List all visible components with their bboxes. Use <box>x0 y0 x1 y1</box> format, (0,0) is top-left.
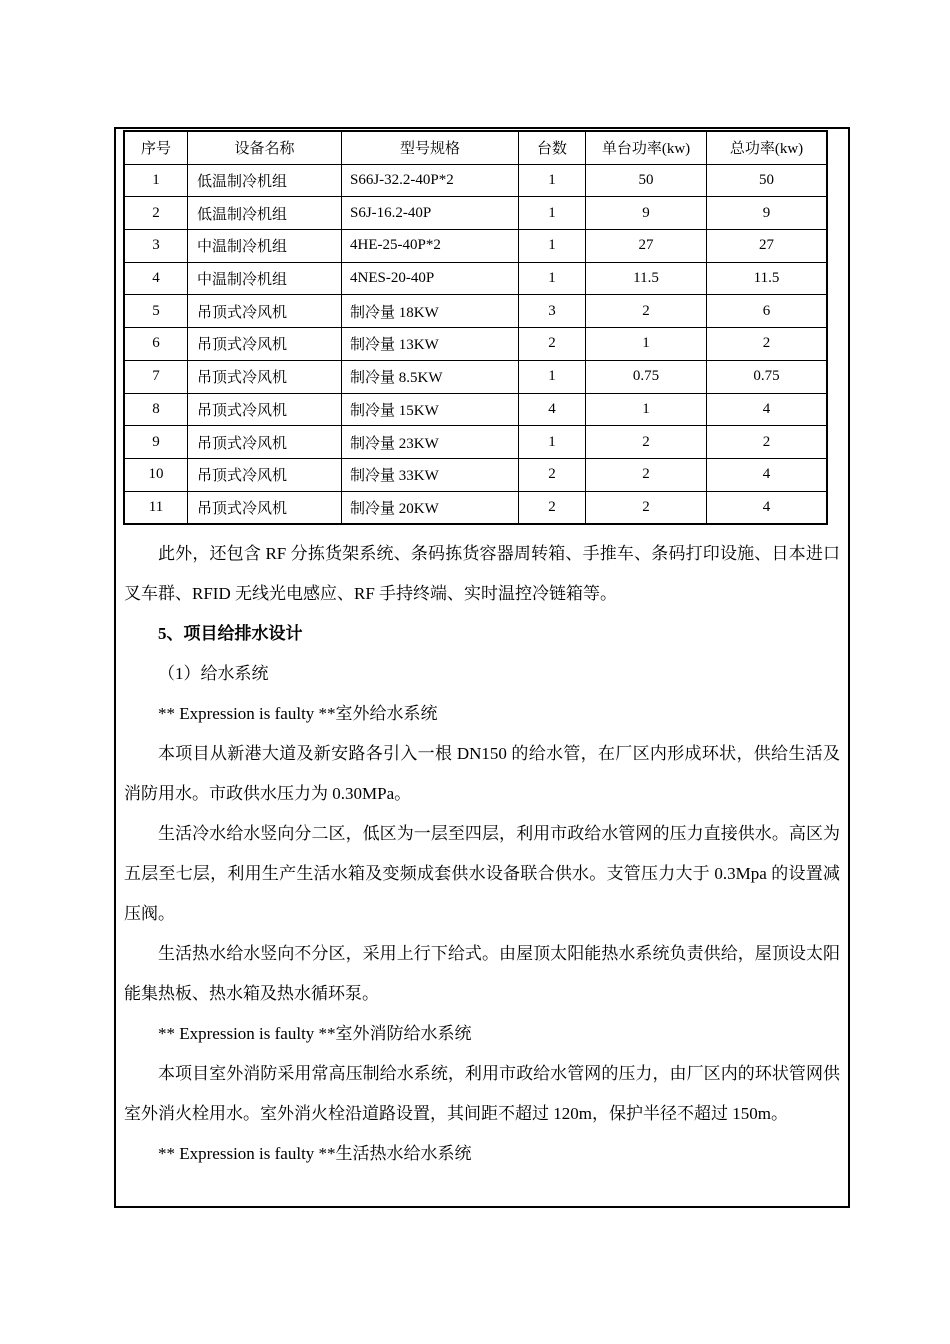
table-cell: 1 <box>586 328 707 361</box>
table-row <box>124 164 827 197</box>
paragraph: ** Expression is faulty **室外给水系统 <box>158 704 438 723</box>
table-cell: 吊顶式冷风机 <box>188 295 342 328</box>
table-cell: S6J-16.2-40P <box>342 197 519 230</box>
table-cell: 6 <box>707 295 828 328</box>
table-cell: 2 <box>586 426 707 459</box>
table-cell: 4 <box>707 458 828 491</box>
table-cell: 11.5 <box>707 262 828 295</box>
table-cell: 吊顶式冷风机 <box>188 360 342 393</box>
paragraph: 本项目从新港大道及新安路各引入一根 DN150 的给水管，在厂区内形成环状，供给生活及消防用水。市政供水压力为 0.30MPa。 <box>124 744 840 803</box>
table-cell: 50 <box>586 164 707 197</box>
paragraph: 此外，还包含 RF 分拣货架系统、条码拣货容器周转箱、手推车、条码打印设施、日本进口叉车群、RFID 无线光电感应、RF 手持终端、实时温控冷链箱等。 <box>124 544 840 603</box>
table-cell: 0.75 <box>707 360 828 393</box>
table-cell: 9 <box>707 197 828 230</box>
table-row <box>124 295 827 328</box>
table-cell: 2 <box>707 426 828 459</box>
table-cell: 6 <box>124 328 188 361</box>
table-row <box>124 262 827 295</box>
table-cell: 2 <box>707 328 828 361</box>
table-header-row <box>124 131 827 164</box>
table-cell: 2 <box>519 328 586 361</box>
table-row <box>124 360 827 393</box>
table-cell: 制冷量 13KW <box>342 328 519 361</box>
table-cell: 3 <box>519 295 586 328</box>
table-cell: 1 <box>519 426 586 459</box>
table-cell: 吊顶式冷风机 <box>188 393 342 426</box>
table-cell: 2 <box>519 458 586 491</box>
table-cell: 2 <box>586 458 707 491</box>
header-cell: 总功率(kw) <box>707 131 828 164</box>
table-cell: 中温制冷机组 <box>188 262 342 295</box>
table-cell: 27 <box>586 230 707 263</box>
table-cell: 吊顶式冷风机 <box>188 426 342 459</box>
table-cell: 1 <box>519 197 586 230</box>
table-row <box>124 230 827 263</box>
section-heading: 5、项目给排水设计 <box>158 624 303 643</box>
table-cell: 10 <box>124 458 188 491</box>
table-row <box>124 328 827 361</box>
paragraph: ** Expression is faulty **生活热水给水系统 <box>158 1144 472 1163</box>
table-cell: 中温制冷机组 <box>188 230 342 263</box>
table-cell: 1 <box>519 164 586 197</box>
table-cell: 制冷量 20KW <box>342 491 519 524</box>
table-cell: 吊顶式冷风机 <box>188 458 342 491</box>
table-cell: 9 <box>586 197 707 230</box>
table-cell: 50 <box>707 164 828 197</box>
equipment-table <box>123 130 828 525</box>
table-cell: 7 <box>124 360 188 393</box>
table-cell: 吊顶式冷风机 <box>188 491 342 524</box>
paragraph: 本项目室外消防采用常高压制给水系统，利用市政给水管网的压力，由厂区内的环状管网供室外消火栓用水。室外消火栓沿道路设置，其间距不超过 120m，保护半径不超过 150m。 <box>124 1064 840 1123</box>
table-row <box>124 393 827 426</box>
table-cell: 5 <box>124 295 188 328</box>
header-cell: 序号 <box>124 131 188 164</box>
table-row <box>124 426 827 459</box>
table-cell: S66J-32.2-40P*2 <box>342 164 519 197</box>
table-cell: 制冷量 15KW <box>342 393 519 426</box>
table-cell: 4 <box>124 262 188 295</box>
table-cell: 1 <box>586 393 707 426</box>
table-row <box>124 458 827 491</box>
table-cell: 制冷量 18KW <box>342 295 519 328</box>
header-cell: 台数 <box>519 131 586 164</box>
table-cell: 低温制冷机组 <box>188 164 342 197</box>
table-cell: 2 <box>124 197 188 230</box>
header-cell: 型号规格 <box>342 131 519 164</box>
header-cell: 设备名称 <box>188 131 342 164</box>
table-cell: 1 <box>519 230 586 263</box>
table-row <box>124 197 827 230</box>
paragraph: （1）给水系统 <box>158 664 269 683</box>
table-cell: 4 <box>519 393 586 426</box>
table-cell: 27 <box>707 230 828 263</box>
table-cell: 1 <box>124 164 188 197</box>
table-cell: 9 <box>124 426 188 459</box>
paragraph: ** Expression is faulty **室外消防给水系统 <box>158 1024 472 1043</box>
table-cell: 制冷量 33KW <box>342 458 519 491</box>
table-row <box>124 491 827 524</box>
table-cell: 11 <box>124 491 188 524</box>
header-cell: 单台功率(kw) <box>586 131 707 164</box>
table-cell: 4 <box>707 393 828 426</box>
table-cell: 8 <box>124 393 188 426</box>
document-body <box>124 534 840 1174</box>
table-cell: 2 <box>586 295 707 328</box>
table-cell: 2 <box>586 491 707 524</box>
table-cell: 11.5 <box>586 262 707 295</box>
table-cell: 4HE-25-40P*2 <box>342 230 519 263</box>
table-cell: 2 <box>519 491 586 524</box>
table-cell: 4NES-20-40P <box>342 262 519 295</box>
table-cell: 制冷量 23KW <box>342 426 519 459</box>
table-cell: 1 <box>519 360 586 393</box>
paragraph: 生活热水给水竖向不分区，采用上行下给式。由屋顶太阳能热水系统负责供给，屋顶设太阳能集热板、热水箱及热水循环泵。 <box>124 944 840 1003</box>
paragraph: 生活冷水给水竖向分二区，低区为一层至四层，利用市政给水管网的压力直接供水。高区为五层至七层，利用生产生活水箱及变频成套供水设备联合供水。支管压力大于 0.3Mpa 的设置减压阀。 <box>124 824 840 923</box>
table-cell: 0.75 <box>586 360 707 393</box>
table-cell: 4 <box>707 491 828 524</box>
table-cell: 低温制冷机组 <box>188 197 342 230</box>
table-cell: 3 <box>124 230 188 263</box>
table-cell: 吊顶式冷风机 <box>188 328 342 361</box>
table-cell: 制冷量 8.5KW <box>342 360 519 393</box>
table-cell: 1 <box>519 262 586 295</box>
